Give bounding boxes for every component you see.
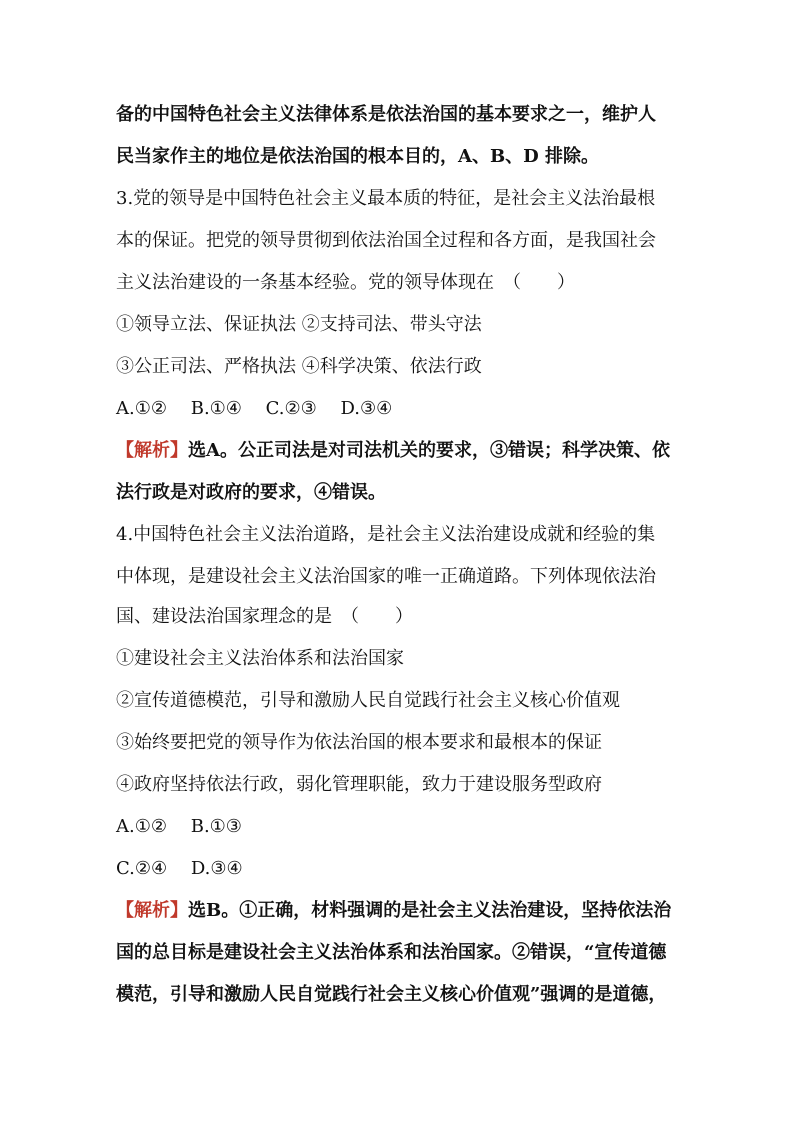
question-4-option: ①建设社会主义法治体系和法治国家	[116, 648, 404, 669]
text-line: 民当家作主的地位是依法治国的根本目的，A、B、D 排除。	[116, 146, 600, 167]
text-line: 备的中国特色社会主义法律体系是依法治国的基本要求之一，维护人	[116, 104, 656, 125]
question-4-stem: 国、建设法治国家理念的是 （ ）	[116, 606, 413, 627]
question-3-option-row: ①领导立法、保证执法 ②支持司法、带头守法	[116, 314, 482, 335]
question-4-explanation: 国的总目标是建设社会主义法治体系和法治国家。②错误，“宣传道德	[116, 942, 667, 963]
question-3-explanation	[116, 440, 670, 462]
question-4-option: ③始终要把党的领导作为依法治国的根本要求和最根本的保证	[116, 732, 602, 753]
question-4-answers: C.②④ D.③④	[116, 858, 243, 879]
analysis-tag: 【解析】	[116, 900, 188, 921]
question-4-option: ④政府坚持依法行政，弱化管理职能，致力于建设服务型政府	[116, 774, 602, 795]
question-4-stem: 4.中国特色社会主义法治道路，是社会主义法治建设成就和经验的集	[116, 524, 656, 545]
question-4-answers: A.①② B.①③	[116, 816, 242, 837]
explanation-text: 选A。公正司法是对司法机关的要求，③错误；科学决策、依	[188, 440, 670, 461]
question-4-option: ②宣传道德模范，引导和激励人民自觉践行社会主义核心价值观	[116, 690, 620, 711]
question-3-stem: 3.党的领导是中国特色社会主义最本质的特征，是社会主义法治最根	[116, 188, 656, 209]
explanation-text: 选B。①正确，材料强调的是社会主义法治建设，坚持依法治	[188, 900, 672, 921]
question-3-option-row: ③公正司法、严格执法 ④科学决策、依法行政	[116, 356, 482, 377]
question-3-stem: 本的保证。把党的领导贯彻到依法治国全过程和各方面，是我国社会	[116, 230, 656, 251]
question-3-explanation: 法行政是对政府的要求，④错误。	[116, 482, 386, 503]
question-4-explanation	[116, 900, 671, 922]
question-3-stem: 主义法治建设的一条基本经验。党的领导体现在 （ ）	[116, 272, 575, 293]
question-3-answers: A.①② B.①④ C.②③ D.③④	[116, 398, 393, 419]
analysis-tag: 【解析】	[116, 440, 188, 461]
question-4-stem: 中体现，是建设社会主义法治国家的唯一正确道路。下列体现依法治	[116, 566, 656, 587]
question-4-explanation: 模范，引导和激励人民自觉践行社会主义核心价值观”强调的是道德，	[116, 984, 667, 1005]
